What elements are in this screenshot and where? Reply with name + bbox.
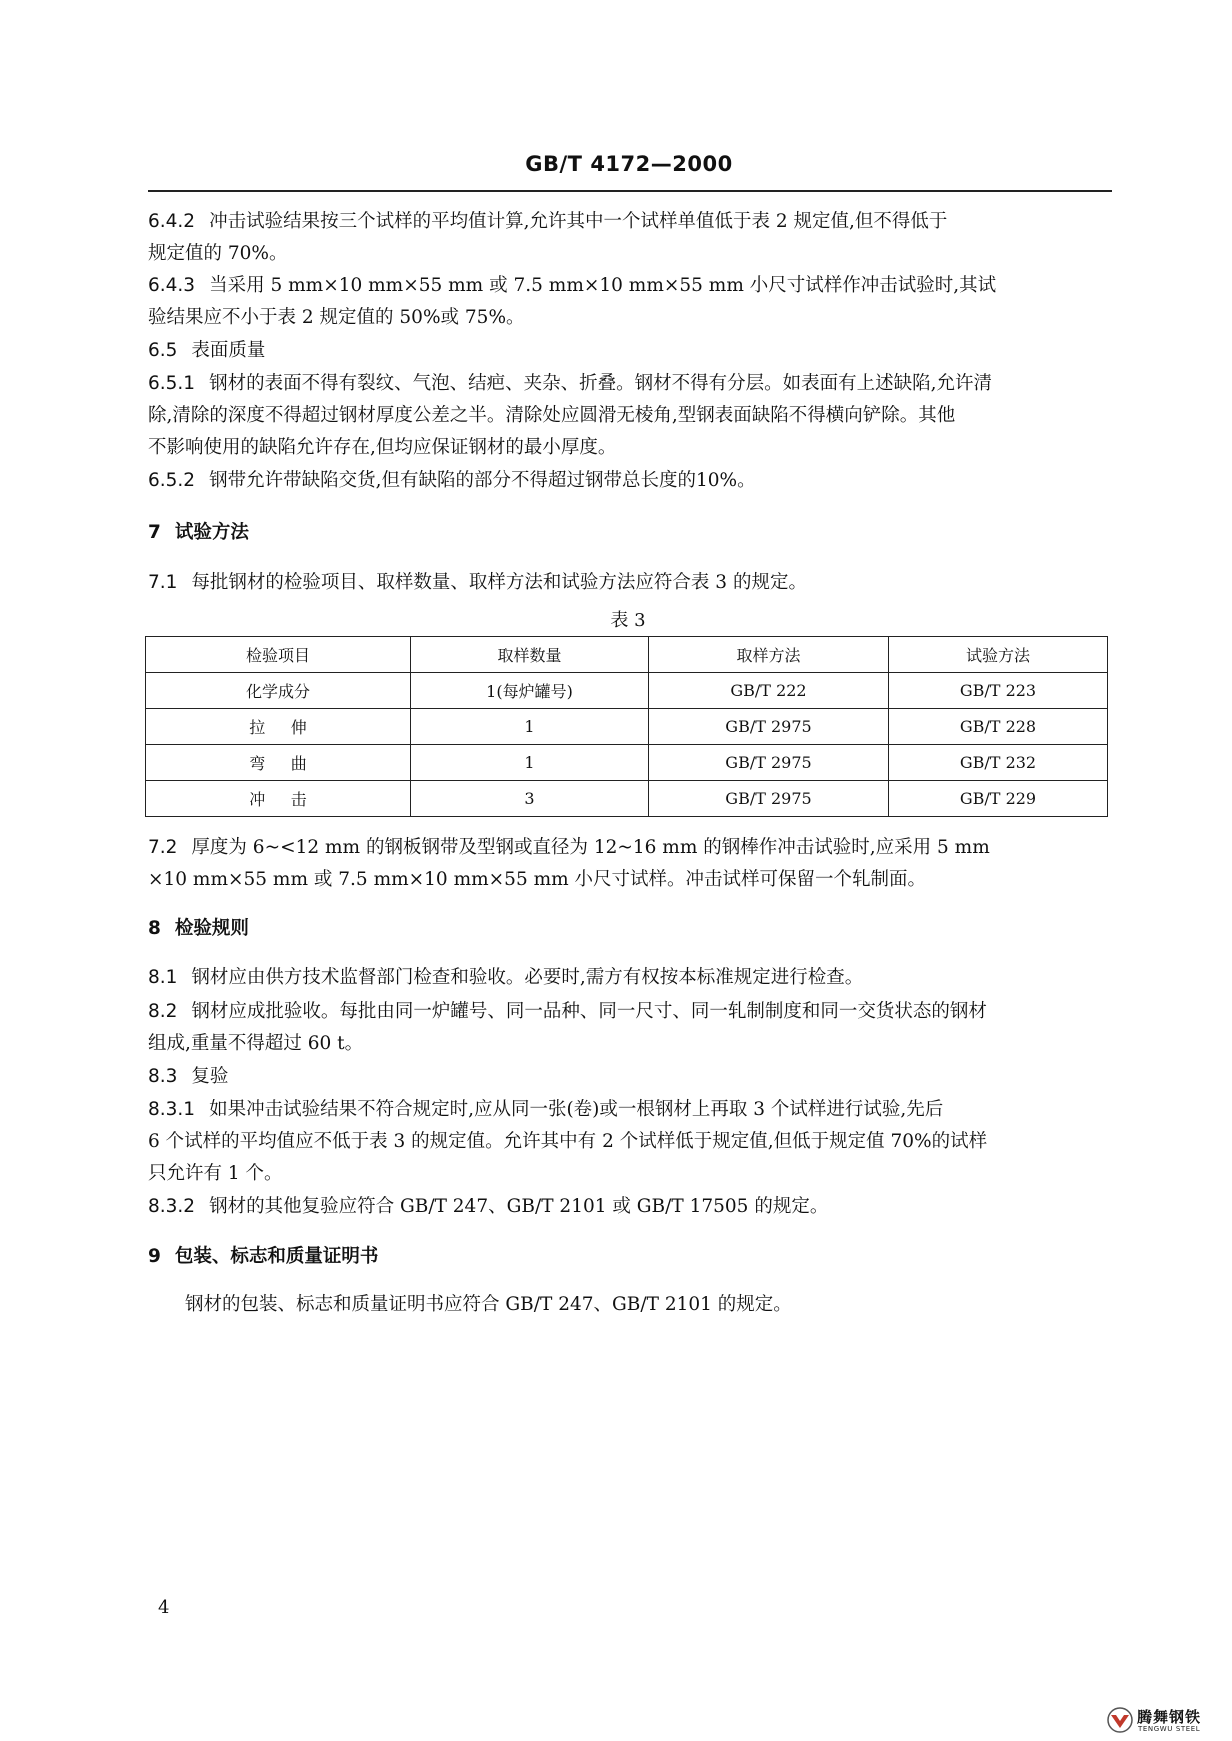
clause-line	[148, 1195, 1118, 1219]
clause-number: 7.2	[148, 837, 178, 858]
table-cell	[146, 709, 411, 745]
clause-number: 6.4.2	[148, 211, 196, 232]
clause-text: 不影响使用的缺陷允许存在,但均应保证钢材的最小厚度。	[148, 437, 617, 458]
section-heading	[148, 521, 1118, 545]
table-header-row	[146, 637, 1108, 673]
section-number: 8	[148, 918, 161, 939]
clause-text: 6 个试样的平均值应不低于表 3 的规定值。允许其中有 2 个试样低于规定值,但低于规定值 70%的试样	[148, 1131, 988, 1152]
table-cell-text: 弯曲	[249, 754, 333, 773]
section-heading	[148, 1245, 1118, 1269]
table-3	[145, 636, 1108, 817]
table-row	[146, 781, 1108, 817]
clause-number: 8.3.1	[148, 1099, 196, 1120]
clause-line	[148, 1000, 1118, 1024]
clause-text: 复验	[191, 1066, 229, 1087]
table-cell-text: 拉伸	[249, 718, 333, 737]
clause-text: 冲击试验结果按三个试样的平均值计算,允许其中一个试样单值低于表 2 规定值,但不得低于	[209, 211, 948, 232]
clause-number: 6.5.2	[148, 470, 196, 491]
clause-line	[148, 436, 1118, 460]
clause-number: 6.4.3	[148, 275, 196, 296]
table-cell: 1	[411, 709, 649, 745]
clause-text: 钢材的包装、标志和质量证明书应符合 GB/T 247、GB/T 2101 的规定。	[185, 1294, 792, 1315]
clause-number: 6.5	[148, 340, 178, 361]
clause-text: 只允许有 1 个。	[148, 1163, 283, 1184]
table-cell: GB/T 223	[889, 673, 1108, 709]
clause-text: 钢带允许带缺陷交货,但有缺陷的部分不得超过钢带总长度的10%。	[209, 470, 756, 491]
table-cell: GB/T 229	[889, 781, 1108, 817]
table-header-cell: 试验方法	[889, 637, 1108, 673]
table-cell: GB/T 228	[889, 709, 1108, 745]
clause-line	[148, 868, 1118, 892]
page-header-title: GB/T 4172—2000	[525, 152, 733, 176]
clause-text: 当采用 5 mm×10 mm×55 mm 或 7.5 mm×10 mm×55 mm 小尺寸试样作冲击试验时,其试	[209, 275, 997, 296]
clause-line	[148, 274, 1118, 298]
clause-text: 规定值的 70%。	[148, 243, 288, 264]
section-number: 7	[148, 522, 161, 543]
clause-line	[148, 966, 1118, 990]
table-cell	[146, 745, 411, 781]
clause-line	[148, 571, 1118, 595]
table-cell: GB/T 2975	[649, 745, 889, 781]
clause-line	[148, 210, 1118, 234]
clause-number: 8.3.2	[148, 1196, 196, 1217]
table-header-cell: 检验项目	[146, 637, 411, 673]
clause-text: 每批钢材的检验项目、取样数量、取样方法和试验方法应符合表 3 的规定。	[191, 572, 807, 593]
page-number: 4	[158, 1597, 170, 1618]
clause-line	[148, 372, 1118, 396]
section-title: 包装、标志和质量证明书	[174, 1246, 379, 1267]
table-cell: 3	[411, 781, 649, 817]
clause-text: 组成,重量不得超过 60 t。	[148, 1033, 364, 1054]
clause-text: 钢材应由供方技术监督部门检查和验收。必要时,需方有权按本标准规定进行检查。	[191, 967, 864, 988]
clause-text: 验结果应不小于表 2 规定值的 50%或 75%。	[148, 307, 525, 328]
clause-text: 除,清除的深度不得超过钢材厚度公差之半。清除处应圆滑无棱角,型钢表面缺陷不得横向铲除。其他	[148, 405, 956, 426]
clause-text: 钢材的表面不得有裂纹、气泡、结疤、夹杂、折叠。钢材不得有分层。如表面有上述缺陷,允许清	[209, 373, 992, 394]
section-title: 检验规则	[174, 918, 249, 939]
clause-text: 钢材应成批验收。每批由同一炉罐号、同一品种、同一尺寸、同一轧制制度和同一交货状态的钢材	[191, 1001, 987, 1022]
clause-number: 8.1	[148, 967, 178, 988]
clause-line	[148, 242, 1118, 266]
table-cell: GB/T 232	[889, 745, 1108, 781]
table-cell: 1(每炉罐号)	[411, 673, 649, 709]
tengwu-logo-icon	[1106, 1706, 1134, 1734]
table-cell: GB/T 2975	[649, 781, 889, 817]
table-cell: 1	[411, 745, 649, 781]
section-number: 9	[148, 1246, 161, 1267]
clause-text: ×10 mm×55 mm 或 7.5 mm×10 mm×55 mm 小尺寸试样。冲击试样可保留一个轧制面。	[148, 869, 927, 890]
clause-line	[148, 1130, 1118, 1154]
clause-number: 7.1	[148, 572, 178, 593]
table-row	[146, 745, 1108, 781]
header-rule	[148, 190, 1112, 192]
table-header-cell: 取样方法	[649, 637, 889, 673]
clause-line	[148, 1065, 1118, 1089]
clause-line	[148, 469, 1118, 493]
table-row	[146, 673, 1108, 709]
company-logo	[1106, 1704, 1230, 1736]
clause-line	[148, 836, 1118, 860]
clause-number: 6.5.1	[148, 373, 196, 394]
table-cell: GB/T 222	[649, 673, 889, 709]
clause-text: 厚度为 6~<12 mm 的钢板钢带及型钢或直径为 12~16 mm 的钢棒作冲击试验时,应采用 5 mm	[191, 837, 990, 858]
table-cell: 化学成分	[146, 673, 411, 709]
clause-line	[148, 1162, 1118, 1186]
logo-text-cn: 腾舞钢铁	[1137, 1708, 1202, 1726]
clause-text: 表面质量	[191, 340, 266, 361]
logo-text-en: TENGWU STEEL	[1138, 1725, 1201, 1733]
clause-line	[148, 404, 1118, 428]
clause-line	[185, 1293, 1155, 1317]
table-cell: GB/T 2975	[649, 709, 889, 745]
table-caption: 表 3	[610, 610, 646, 631]
clause-line	[148, 339, 1118, 363]
table-cell	[146, 781, 411, 817]
clause-text: 如果冲击试验结果不符合规定时,应从同一张(卷)或一根钢材上再取 3 个试样进行试验,先后	[209, 1099, 944, 1120]
clause-text: 钢材的其他复验应符合 GB/T 247、GB/T 2101 或 GB/T 17505 的规定。	[209, 1196, 829, 1217]
section-heading	[148, 917, 1118, 941]
clause-number: 8.3	[148, 1066, 178, 1087]
clause-number: 8.2	[148, 1001, 178, 1022]
clause-line	[148, 1032, 1118, 1056]
table-header-cell: 取样数量	[411, 637, 649, 673]
table-row	[146, 709, 1108, 745]
section-title: 试验方法	[174, 522, 249, 543]
clause-line	[148, 306, 1118, 330]
clause-line	[148, 1098, 1118, 1122]
table-cell-text: 冲击	[249, 790, 333, 809]
